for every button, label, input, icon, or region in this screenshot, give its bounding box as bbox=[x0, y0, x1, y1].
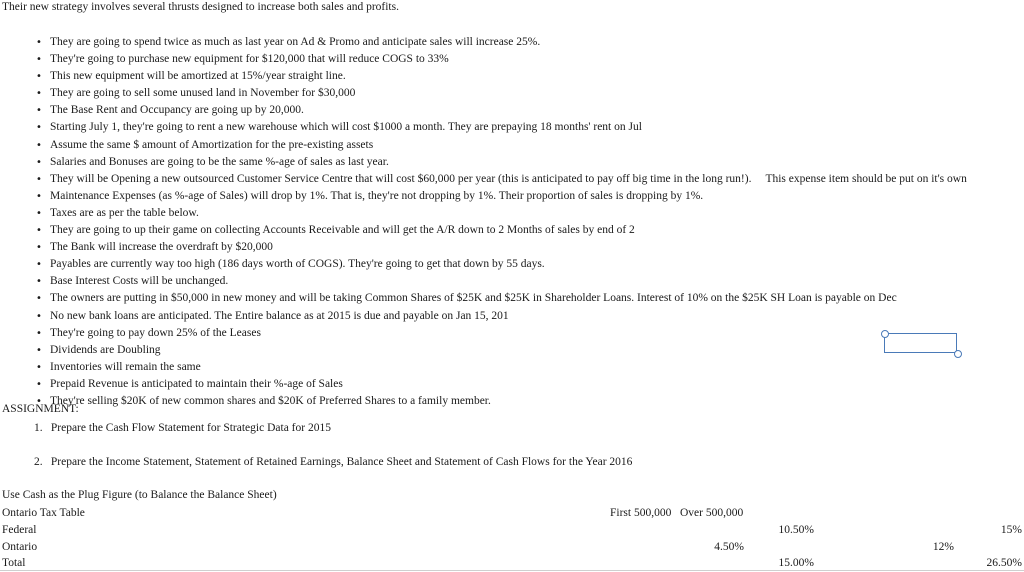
list-item: • Starting July 1, they're going to rent a new warehouse which will cost $1000 a month. They are prepaying 18 months' rent on Jul bbox=[36, 119, 967, 136]
tax-row-label: Total bbox=[2, 557, 26, 569]
plug-note: Use Cash as the Plug Figure (to Balance the Balance Sheet) bbox=[2, 489, 277, 501]
list-item: • No new bank loans are anticipated. The Entire balance as at 2015 is due and payable on Jan 15, 201 bbox=[36, 308, 967, 325]
list-item: • The Bank will increase the overdraft by $20,000 bbox=[36, 239, 967, 256]
list-item: • Salaries and Bonuses are going to be the same %-age of sales as last year. bbox=[36, 154, 967, 171]
table-row bbox=[0, 539, 1024, 556]
selected-shape-box[interactable] bbox=[884, 333, 957, 353]
list-item: • Payables are currently way too high (186 days worth of COGS). They're going to get that down by 55 days. bbox=[36, 256, 967, 273]
list-item: • Assume the same $ amount of Amortization for the pre-existing assets bbox=[36, 137, 967, 154]
tax-cell: 15.00% bbox=[778, 557, 814, 569]
strategy-bullet-list bbox=[36, 34, 967, 410]
list-item: • Maintenance Expenses (as %-age of Sales) will drop by 1%. That is, they're not dropping by 1%. Their proportion of sales is dropping by 1%. bbox=[36, 188, 967, 205]
list-item: • They are going to sell some unused land in November for $30,000 bbox=[36, 85, 967, 102]
list-item: • Inventories will remain the same bbox=[36, 359, 967, 376]
list-item bbox=[36, 171, 967, 188]
intro-text: Their new strategy involves several thrusts designed to increase both sales and profits. bbox=[2, 1, 399, 13]
tax-col-header: First 500,000 bbox=[610, 507, 672, 519]
tax-cell: 12% bbox=[932, 541, 954, 553]
assignment-task-2 bbox=[34, 456, 632, 468]
resize-handle-bottom-right[interactable] bbox=[954, 350, 962, 358]
task-text: Prepare the Income Statement, Statement of Retained Earnings, Balance Sheet and Statement of Cash Flows for the Year 2016 bbox=[50, 456, 633, 468]
resize-handle-top-left[interactable] bbox=[881, 330, 889, 338]
tax-table-title: Ontario Tax Table bbox=[2, 507, 85, 519]
tax-cell: 15% bbox=[1000, 524, 1022, 536]
table-row bbox=[0, 522, 1024, 539]
task-number: 1. bbox=[34, 422, 43, 434]
list-item: • Base Interest Costs will be unchanged. bbox=[36, 273, 967, 290]
divider bbox=[0, 570, 1024, 571]
list-item: • They are going to up their game on collecting Accounts Receivable and will get the A/R down to 2 Months of sales by end of 2 bbox=[36, 222, 967, 239]
tax-cell: 4.50% bbox=[714, 541, 744, 553]
list-item: • They're selling $20K of new common shares and $20K of Preferred Shares to a family member. bbox=[36, 393, 967, 410]
list-item: • Taxes are as per the table below. bbox=[36, 205, 967, 222]
tax-row-label: Federal bbox=[2, 524, 37, 536]
tax-cell: 10.50% bbox=[778, 524, 814, 536]
task-number: 2. bbox=[34, 456, 43, 468]
task-text: Prepare the Cash Flow Statement for Strategic Data for 2015 bbox=[50, 422, 331, 434]
assignment-heading: ASSIGNMENT: bbox=[2, 403, 79, 415]
assignment-task-1 bbox=[34, 422, 331, 434]
tax-table-header-row bbox=[0, 505, 1024, 522]
tax-col-header: Over 500,000 bbox=[680, 507, 744, 519]
tax-row-label: Ontario bbox=[2, 541, 38, 553]
list-item: • The owners are putting in $50,000 in new money and will be taking Common Shares of $25K and $25K in Shareholder Loans. Interest of 10% on the $25K SH Loan is payable on Dec bbox=[36, 290, 967, 307]
list-item: • The Base Rent and Occupancy are going up by 20,000. bbox=[36, 102, 967, 119]
tax-cell: 26.50% bbox=[986, 557, 1022, 569]
list-item: • They're going to purchase new equipment for $120,000 that will reduce COGS to 33% bbox=[36, 51, 967, 68]
list-item: • Prepaid Revenue is anticipated to maintain their %-age of Sales bbox=[36, 376, 967, 393]
list-item: • They are going to spend twice as much as last year on Ad & Promo and anticipate sales will increase 25%. bbox=[36, 34, 967, 51]
list-item: • This new equipment will be amortized at 15%/year straight line. bbox=[36, 68, 967, 85]
list-item: • Dividends are Doubling bbox=[36, 342, 967, 359]
list-item-text: They will be Opening a new outsourced Customer Service Centre that will cost $60,000 per year (this is anticipated to pay off big time in the long run!). bbox=[50, 172, 752, 185]
list-item: • They're going to pay down 25% of the Leases bbox=[36, 325, 967, 342]
list-item-note: This expense item should be put on it's own bbox=[765, 172, 967, 185]
